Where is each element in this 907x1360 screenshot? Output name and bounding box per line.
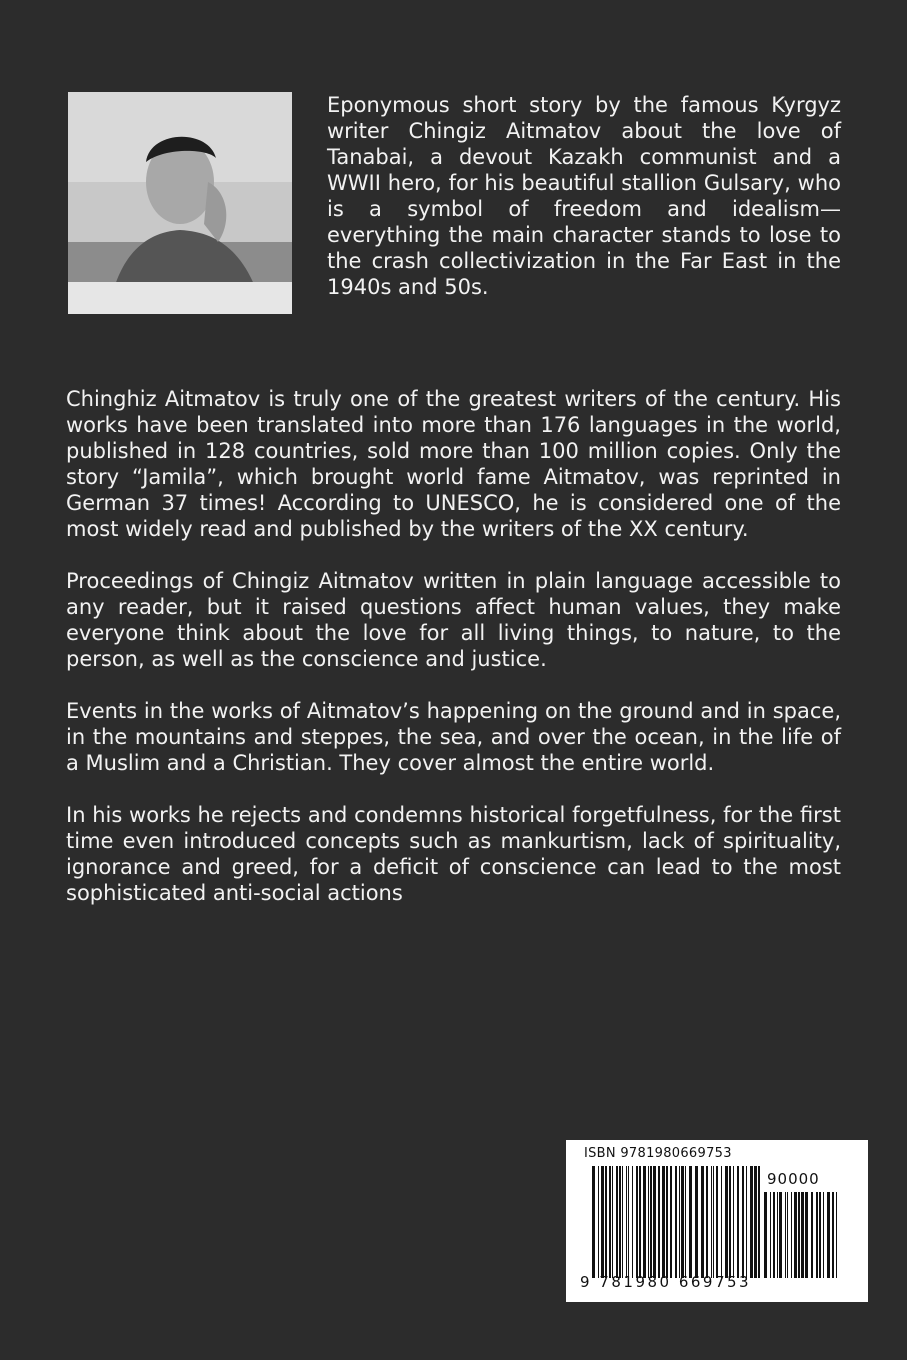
author-portrait-image <box>68 92 292 314</box>
price-code: 90000 <box>767 1170 820 1188</box>
paragraph-events: Events in the works of Aitmatov’s happening on the ground and in space, in the mountains and steppes, the sea, and over the ocean, in the life of a Muslim and a Christian. They cover almost the entire world. <box>66 699 841 775</box>
paragraph-language: Proceedings of Chingiz Aitmatov written in plain language accessible to any reader, but it raised questions affect human values, they make everyone think about the love for all living things, to nature, to the person, as well as the conscience and justice. <box>66 569 841 671</box>
isbn-barcode-box <box>566 1140 868 1302</box>
barcode-bars <box>592 1166 762 1278</box>
paragraph-about-author: Chinghiz Aitmatov is truly one of the greatest writers of the century. His works have been translated into more than 176 languages in the world, published in 128 countries, sold more than 100 million copies. Only the story “Jamila”, which brought world fame Aitmatov, was reprinted in German 37 times! According to UNESCO, he is considered one of the most widely read and published by the writers of the XX century. <box>66 387 841 541</box>
intro-text: Eponymous short story by the famous Kyrgyz writer Chingiz Aitmatov about the love of Tanabai, a devout Kazakh communist and a WWII hero, for his beautiful stallion Gulsary, who is a symbol of freedom and idealism—everything the main character stands to lose to the crash collectivization in the Far East in the 1940s and 50s. <box>327 93 841 299</box>
addon-barcode-bars <box>764 1192 840 1278</box>
barcode-digits: 9 781980 669753 <box>580 1273 752 1291</box>
description-body <box>66 386 841 932</box>
author-photo <box>68 92 292 314</box>
paragraph-themes: In his works he rejects and condemns historical forgetfulness, for the first time even introduced concepts such as mankurtism, lack of spirituality, ignorance and greed, for a deficit of conscience can lead to the most sophisticated anti-social actions <box>66 803 841 905</box>
isbn-label: ISBN 9781980669753 <box>584 1146 732 1161</box>
